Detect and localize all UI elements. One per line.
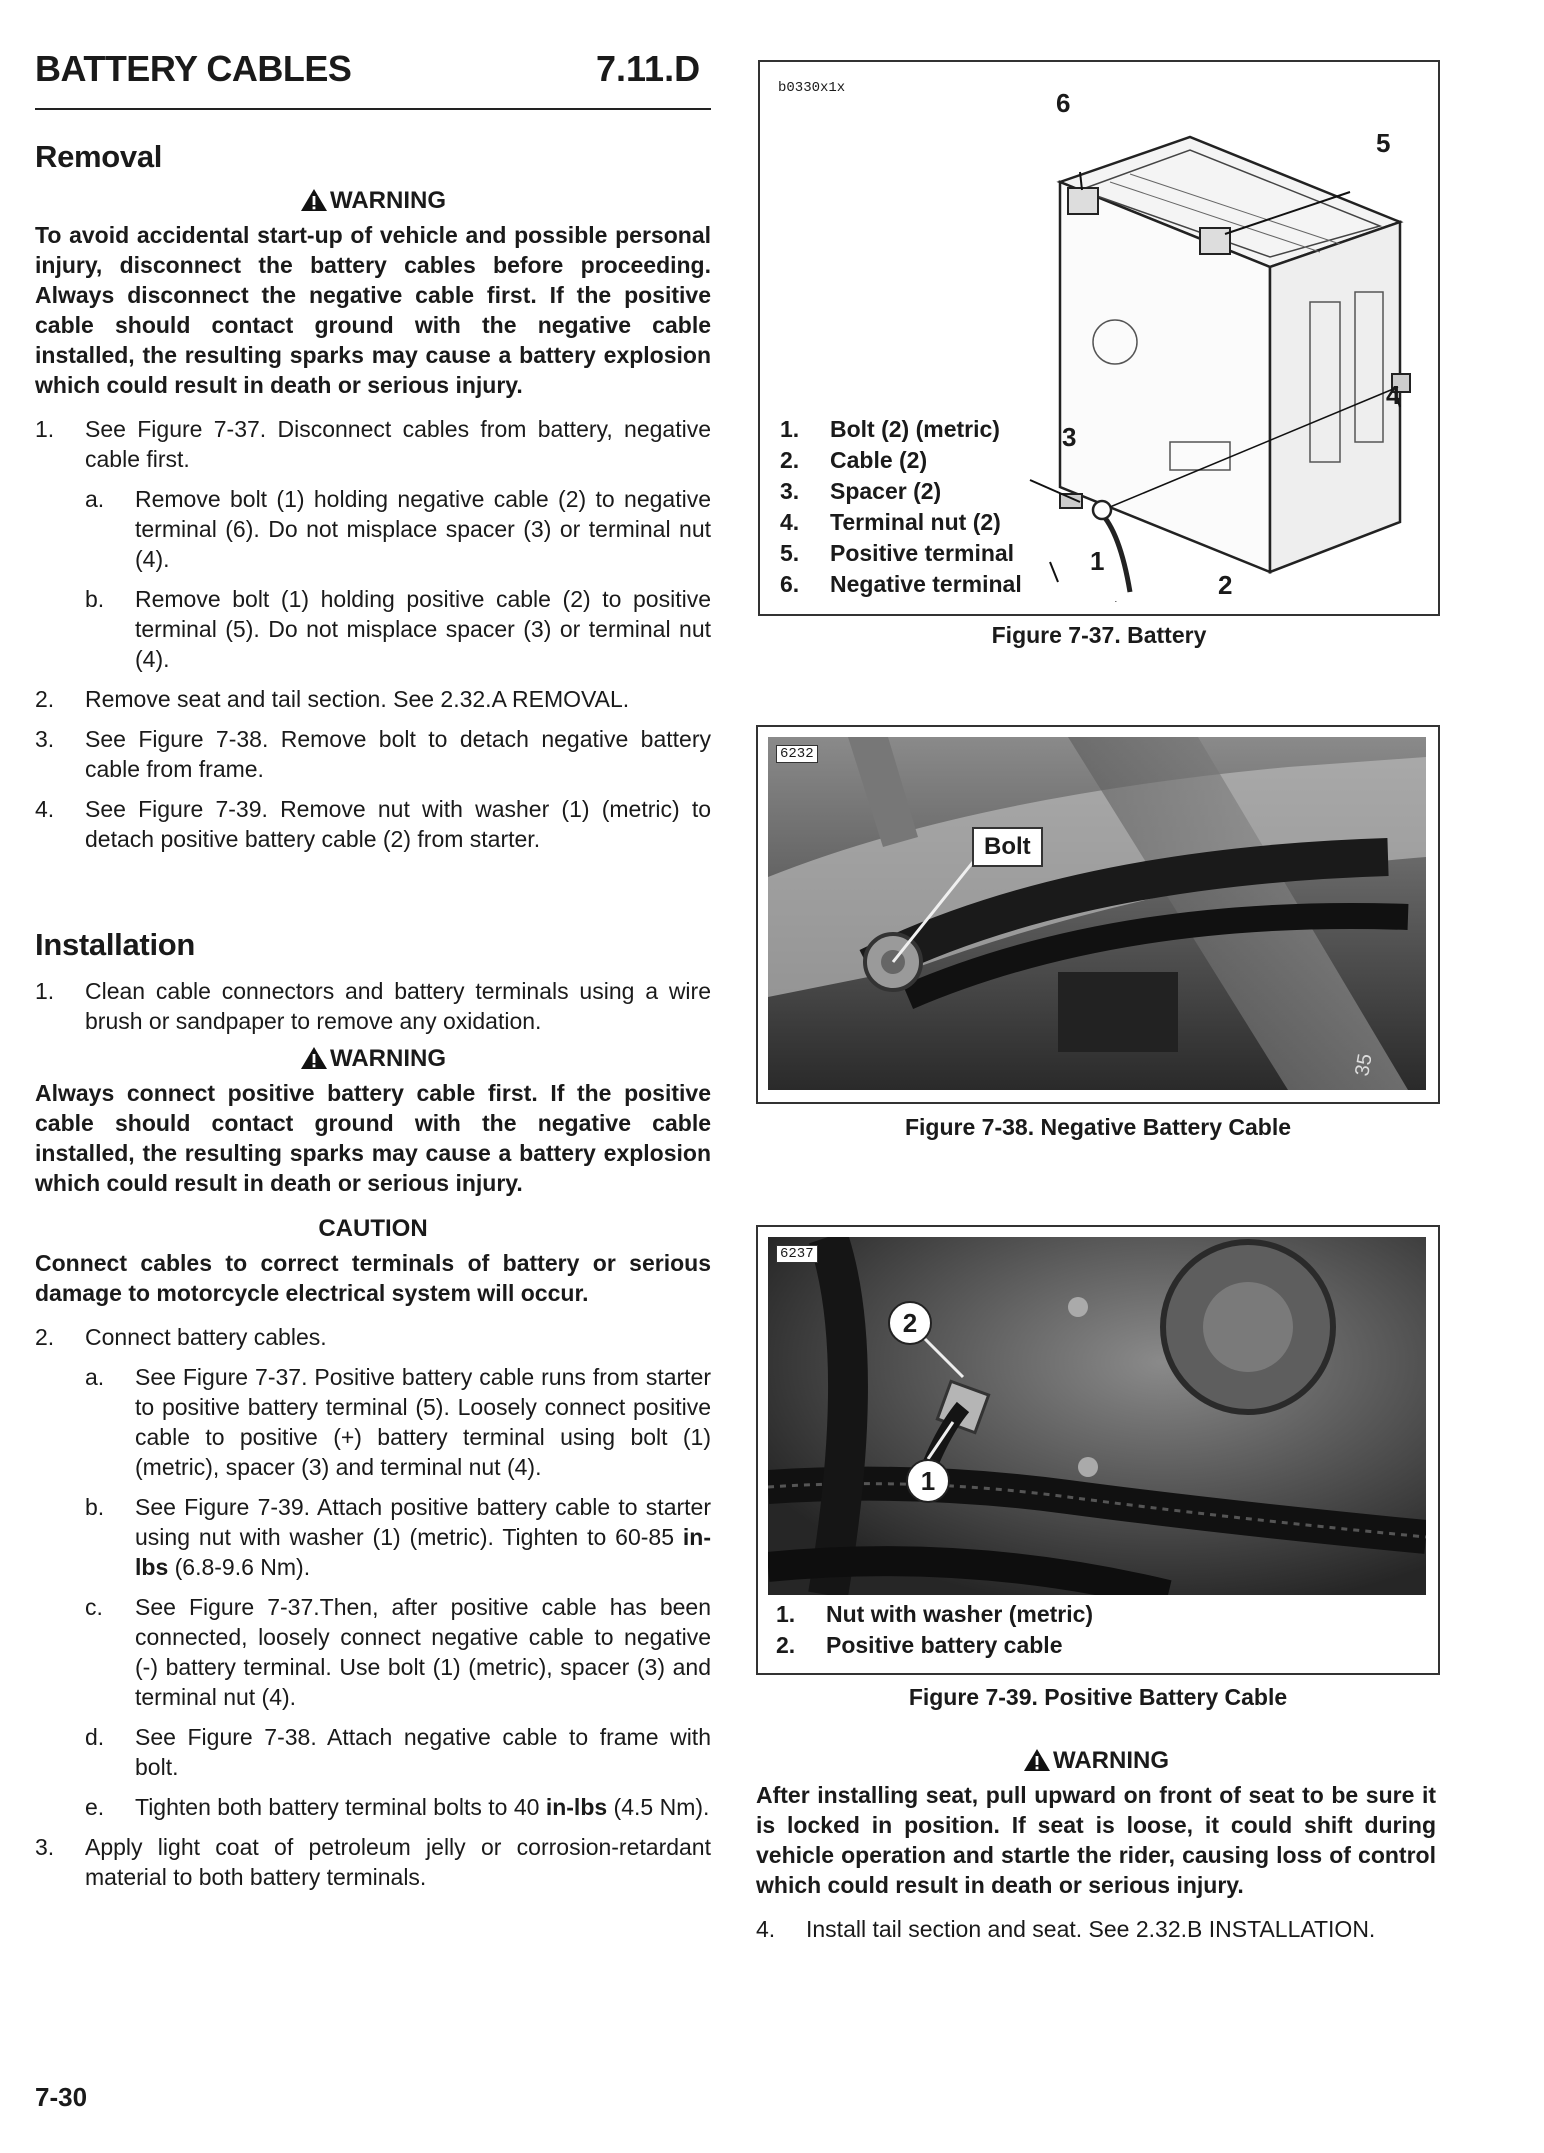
legend-text: Bolt (2) (metric) bbox=[830, 416, 1000, 442]
install-step-2d bbox=[35, 1722, 711, 1782]
installation-section bbox=[35, 927, 711, 1892]
step-number: 4. bbox=[35, 796, 55, 822]
step-text: Clean cable connectors and battery terminals using a wire brush or sandpaper to remove any oxidation. bbox=[85, 978, 711, 1034]
battery-illustration bbox=[1020, 102, 1420, 602]
header-rule bbox=[35, 108, 711, 110]
step-text: Connect battery cables. bbox=[85, 1324, 327, 1350]
legend-num: 2. bbox=[776, 1632, 796, 1658]
substep-letter: a. bbox=[85, 1364, 105, 1390]
caution-heading: CAUTION bbox=[318, 1215, 428, 1242]
install-warning-text: Always connect positive battery cable first. If the positive cable should contact ground with the negative cable installed, the resulting sparks may cause a battery explosion which could result in death or serious injury. bbox=[35, 1080, 711, 1196]
legend-item bbox=[780, 476, 1080, 507]
page-title: BATTERY CABLES bbox=[35, 48, 352, 89]
substep-text-post: (6.8-9.6 Nm). bbox=[168, 1554, 311, 1580]
callout-1: 1 bbox=[906, 1459, 950, 1503]
figure-id: 6232 bbox=[776, 745, 818, 763]
figure-7-39-box bbox=[756, 1225, 1440, 1675]
install-step-1 bbox=[35, 976, 711, 1036]
legend-num: 5. bbox=[780, 540, 800, 566]
figure-7-39-caption: Figure 7-39. Positive Battery Cable bbox=[908, 1684, 1288, 1710]
svg-text:35: 35 bbox=[1351, 1052, 1377, 1078]
callout-3: 3 bbox=[1062, 422, 1077, 452]
figure-7-37-caption: Figure 7-37. Battery bbox=[991, 622, 1207, 648]
figure-7-38-caption: Figure 7-38. Negative Battery Cable bbox=[904, 1114, 1292, 1140]
warning-icon bbox=[1023, 1748, 1051, 1772]
removal-step-1b bbox=[35, 584, 711, 674]
warning-label: WARNING bbox=[330, 187, 446, 214]
substep-text bbox=[135, 1792, 711, 1822]
legend-text: Spacer (2) bbox=[830, 478, 942, 504]
warning-label: WARNING bbox=[1053, 1747, 1169, 1774]
substep-text: Remove bolt (1) holding negative cable (2) to negative terminal (6). Do not misplace spacer (3) or terminal nut (4). bbox=[135, 486, 711, 572]
substep-text: See Figure 7-37.Then, after positive cable has been connected, loosely connect negative cable to negative (-) battery terminal. Use bolt (1) (metric), spacer (3) and terminal nut (4). bbox=[135, 1594, 711, 1710]
step-text: See Figure 7-38. Remove bolt to detach negative battery cable from frame. bbox=[85, 726, 711, 782]
positive-cable-photo bbox=[768, 1237, 1426, 1595]
torque-unit: in-lbs bbox=[135, 1524, 711, 1580]
figure-7-37-box bbox=[758, 60, 1440, 616]
install-step-2 bbox=[35, 1322, 711, 1352]
legend-item bbox=[780, 569, 1080, 600]
step-number: 3. bbox=[35, 726, 55, 752]
removal-warning-heading bbox=[35, 186, 711, 216]
step-number: 3. bbox=[35, 1834, 55, 1860]
figure-id: 6237 bbox=[776, 1245, 818, 1263]
legend-item bbox=[780, 538, 1080, 569]
page-number: 7-30 bbox=[35, 2082, 88, 2112]
warning-icon bbox=[300, 1046, 328, 1070]
install-step-4 bbox=[756, 1914, 1436, 1944]
figure-id: b0330x1x bbox=[778, 80, 846, 96]
legend-num: 2. bbox=[780, 447, 800, 473]
step-text: See Figure 7-39. Remove nut with washer (1) (metric) to detach positive battery cable (2) from starter. bbox=[85, 796, 711, 852]
callout-5: 5 bbox=[1376, 128, 1391, 158]
step-number: 2. bbox=[35, 1324, 55, 1350]
removal-heading: Removal bbox=[35, 139, 163, 174]
substep-text: See Figure 7-38. Attach negative cable to frame with bolt. bbox=[135, 1724, 711, 1780]
substep-text-pre: Tighten both battery terminal bolts to 40 bbox=[135, 1794, 546, 1820]
legend-text: Cable (2) bbox=[830, 447, 928, 473]
step-text: See Figure 7-37. Disconnect cables from battery, negative cable first. bbox=[85, 416, 711, 472]
step-number: 2. bbox=[35, 686, 55, 712]
figure-legend bbox=[776, 1599, 1416, 1661]
seat-warning-text: After installing seat, pull upward on front of seat to be sure it is locked in position. If seat is loose, it could shift during vehicle operation and startle the rider, causing loss of control which could result in death or serious injury. bbox=[756, 1782, 1436, 1898]
callout-4: 4 bbox=[1386, 380, 1401, 410]
substep-letter: c. bbox=[85, 1594, 103, 1620]
figure-7-38-box bbox=[756, 725, 1440, 1104]
callout-2: 2 bbox=[1218, 570, 1233, 600]
legend-text: Negative terminal bbox=[830, 571, 1022, 597]
substep-letter: d. bbox=[85, 1724, 105, 1750]
step-number: 1. bbox=[35, 416, 55, 442]
bolt-label: Bolt bbox=[972, 827, 1043, 867]
substep-text: Remove bolt (1) holding positive cable (2) to positive terminal (5). Do not misplace spacer (3) or terminal nut (4). bbox=[135, 586, 711, 672]
callout-1: 1 bbox=[1090, 546, 1105, 576]
positive-cable-image bbox=[768, 1237, 1426, 1595]
install-step-2a bbox=[35, 1362, 711, 1482]
legend-text: Positive terminal bbox=[830, 540, 1015, 566]
legend-num: 6. bbox=[780, 571, 800, 597]
install-step-2b bbox=[35, 1492, 711, 1582]
legend-item bbox=[780, 445, 1080, 476]
caution-text: Connect cables to correct terminals of battery or serious damage to motorcycle electrical system will occur. bbox=[35, 1250, 711, 1306]
removal-step-4 bbox=[35, 794, 711, 854]
substep-text-post: (4.5 Nm). bbox=[607, 1794, 710, 1820]
step-text: Install tail section and seat. See 2.32.B INSTALLATION. bbox=[806, 1916, 1376, 1942]
step-number: 4. bbox=[756, 1916, 776, 1942]
legend-num: 3. bbox=[780, 478, 800, 504]
substep-text-pre: See Figure 7-39. Attach positive battery cable to starter using nut with washer (1) (metric). Tighten to 60-85 bbox=[135, 1494, 711, 1550]
callout-2: 2 bbox=[888, 1301, 932, 1345]
step-number: 1. bbox=[35, 978, 55, 1004]
callout-6: 6 bbox=[1056, 88, 1071, 118]
substep-letter: a. bbox=[85, 486, 105, 512]
legend-item bbox=[776, 1599, 1416, 1630]
legend-item bbox=[780, 414, 1080, 445]
seat-warning-heading bbox=[756, 1746, 1436, 1776]
seat-warning bbox=[756, 1746, 1436, 1944]
substep-letter: b. bbox=[85, 586, 105, 612]
negative-cable-photo bbox=[768, 737, 1426, 1090]
substep-text: See Figure 7-37. Positive battery cable runs from starter to positive battery terminal (5). Loosely connect positive cable to positive (+) battery terminal using bolt (1) (metric), spacer (3) and terminal nut (4). bbox=[135, 1364, 711, 1480]
legend-num: 1. bbox=[780, 416, 800, 442]
substep-text bbox=[135, 1492, 711, 1582]
legend-text: Nut with washer (metric) bbox=[826, 1601, 1094, 1627]
substep-letter: b. bbox=[85, 1494, 105, 1520]
legend-item bbox=[776, 1630, 1416, 1661]
legend-text: Positive battery cable bbox=[826, 1632, 1063, 1658]
warning-icon bbox=[300, 188, 328, 212]
legend-item bbox=[780, 507, 1080, 538]
installation-heading: Installation bbox=[35, 927, 196, 962]
install-step-3 bbox=[35, 1832, 711, 1892]
negative-cable-image bbox=[768, 737, 1426, 1090]
removal-warning-text: To avoid accidental start-up of vehicle and possible personal injury, disconnect the battery cables before proceeding. Always disconnect the negative cable first. If the positive cable should contact ground with the negative cable installed, the resulting sparks may cause a battery explosion which could result in death or serious injury. bbox=[35, 222, 711, 398]
removal-step-1 bbox=[35, 414, 711, 474]
install-step-2e bbox=[35, 1792, 711, 1822]
legend-num: 1. bbox=[776, 1601, 796, 1627]
legend-num: 4. bbox=[780, 509, 800, 535]
removal-step-2 bbox=[35, 684, 711, 714]
step-text: Remove seat and tail section. See 2.32.A REMOVAL. bbox=[85, 686, 630, 712]
warning-label: WARNING bbox=[330, 1045, 446, 1072]
step-text: Apply light coat of petroleum jelly or corrosion-retardant material to both battery terminals. bbox=[85, 1834, 711, 1890]
install-warning-heading bbox=[35, 1044, 711, 1074]
section-number: 7.11.D bbox=[596, 48, 701, 89]
install-step-2c bbox=[35, 1592, 711, 1712]
removal-section bbox=[35, 139, 711, 854]
removal-step-3 bbox=[35, 724, 711, 784]
legend-text: Terminal nut (2) bbox=[830, 509, 1001, 535]
torque-unit: in-lbs bbox=[545, 1794, 608, 1820]
figure-legend bbox=[780, 414, 1080, 600]
removal-step-1a bbox=[35, 484, 711, 574]
substep-letter: e. bbox=[85, 1794, 105, 1820]
